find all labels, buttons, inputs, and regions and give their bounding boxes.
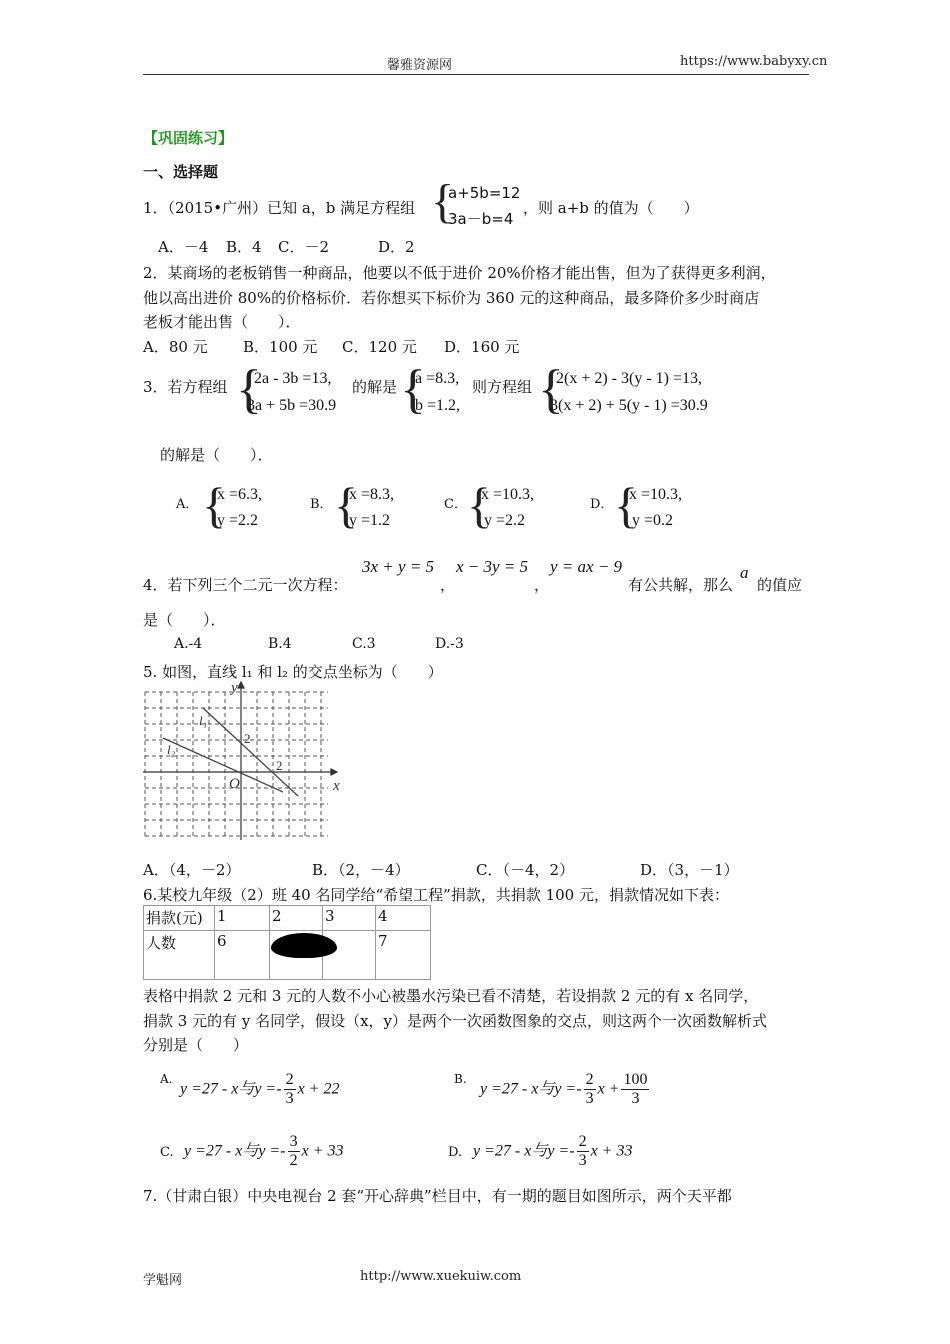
part-title: 一、选择题	[143, 163, 219, 181]
origin-label: O	[229, 776, 240, 792]
q7-text: 7.（甘肃白银）中央电视台 2 套“开心辞典”栏目中，有一期的题目如图所示，两个天平都	[143, 1187, 732, 1205]
l1-label: l₁	[199, 713, 208, 728]
q2-option-d: D．160 元	[444, 338, 520, 356]
q3-sys1-eq2: 3a + 5b =30.9	[247, 397, 337, 414]
q6-option-a-label: A.	[160, 1072, 173, 1086]
q3-option-a-label: A．	[176, 497, 199, 512]
table-cell: 2	[270, 906, 323, 931]
q3-sol1-a: a =8.3,	[415, 370, 460, 387]
fraction	[284, 1071, 296, 1109]
q6-option-c-tail: x + 33	[301, 1142, 344, 1160]
q3-option-d-l2: y =0.2	[632, 512, 674, 529]
q3-sys2-eq2: 3(x + 2) + 5(y - 1) =30.9	[550, 397, 708, 414]
q3-option-a-brace: {	[202, 477, 226, 533]
q1-option-c: C．－2	[278, 238, 330, 256]
q2-option-c: C．120 元	[342, 338, 417, 356]
q6-option-d	[473, 1133, 632, 1171]
q6-line-2: 捐款 3 元的有 y 名同学，假设（x，y）是两个一次函数图象的交点，则这两个一次函数解析式	[143, 1012, 768, 1030]
q5-option-c: C．（－4，2）	[476, 861, 575, 879]
l2-label: l₂	[167, 742, 176, 757]
q4-eq2: x − 3y = 5	[456, 557, 529, 576]
q2-line-3: 老板才能出售（ ）．	[143, 313, 301, 331]
numerator: 2	[577, 1133, 589, 1152]
numerator: 2	[584, 1071, 596, 1090]
q6-option-b-expr: y =27 - x与y =-	[480, 1080, 582, 1098]
q3-prefix: 3．若方程组	[143, 378, 228, 396]
header-url[interactable]: https://www.babyxy.cn	[680, 54, 828, 69]
q6-option-c	[184, 1133, 343, 1171]
q3-option-a-l1: x =6.3,	[217, 486, 263, 503]
q1-text-after: ，则 a+b 的值为（ ）	[523, 199, 699, 217]
table-cell: 3	[323, 906, 376, 931]
q6-option-b-label: B.	[454, 1072, 467, 1086]
q3-option-b-label: B．	[310, 497, 333, 512]
q4-prefix: 4．若下列三个二元一次方程：	[143, 576, 348, 594]
q6-option-a-expr: y =27 - x与y =-	[180, 1080, 282, 1098]
denominator: 3	[585, 1090, 594, 1108]
table-cell: 捐款(元)	[144, 906, 215, 931]
q5-option-a: A．（4，－2）	[143, 861, 241, 879]
q3-sys2-brace: {	[538, 359, 564, 419]
table-cell	[323, 931, 376, 980]
ink-stain	[271, 933, 337, 958]
denominator: 2	[289, 1152, 298, 1170]
q3-option-c-label: C．	[444, 497, 467, 512]
q1-option-b: B．4	[226, 238, 262, 256]
q6-line-1: 表格中捐款 2 元和 3 元的人数不小心被墨水污染已看不清楚，若设捐款 2 元的有 x 名同学，	[143, 987, 759, 1005]
q4-suffix-1: 有公共解，那么	[628, 576, 734, 594]
header-divider	[143, 74, 809, 75]
q3-option-b-l1: x =8.3,	[349, 486, 395, 503]
q3-option-d-brace: {	[614, 477, 638, 533]
q4-eq3: y = ax − 9	[550, 557, 623, 576]
x-tick-2: 2	[276, 758, 283, 773]
q4-option-d: D.-3	[435, 636, 464, 652]
y-axis-label: y	[231, 680, 238, 696]
fraction	[288, 1133, 300, 1171]
q3-sol1-b: b =1.2,	[415, 397, 461, 414]
q2-line-2: 他以高出进价 80%的价格标价．若你想买下标价为 360 元的这种商品，最多降价多少时商店	[143, 289, 760, 307]
q1-option-a: A．－4	[158, 238, 209, 256]
fraction	[577, 1133, 589, 1171]
q2-option-a: A．80 元	[143, 338, 208, 356]
q3-option-d-label: D．	[590, 497, 614, 512]
q4-eq1: 3x + y = 5	[362, 557, 435, 576]
q3-sys1-eq1: 2a - 3b =13,	[254, 370, 332, 387]
footer-url[interactable]: http://www.xuekuiw.com	[360, 1269, 522, 1284]
line-l1	[203, 708, 298, 796]
q6-text: 6.某校九年级（2）班 40 名同学给“希望工程”捐款，共捐款 100 元，捐款情况如下表：	[143, 886, 729, 904]
q2-option-b: B．100 元	[243, 338, 318, 356]
y-tick-2: 2	[244, 731, 251, 746]
q6-option-a-tail: x + 22	[297, 1080, 340, 1098]
q4-var-a: a	[740, 563, 749, 582]
numerator: 3	[288, 1133, 300, 1152]
q3-sys2-eq1: 2(x + 2) - 3(y - 1) =13,	[556, 370, 703, 387]
q3-mid: 的解是	[352, 378, 398, 396]
q6-option-d-expr: y =27 - x与y =-	[473, 1142, 575, 1160]
q4-option-a: A.-4	[174, 636, 203, 652]
q3-sol1-brace: {	[400, 359, 426, 419]
q3-mid2: 则方程组	[472, 378, 533, 396]
q3-tail: 的解是（ ）．	[160, 446, 273, 464]
q3-option-c-l2: y =2.2	[484, 512, 526, 529]
q6-option-b	[480, 1071, 651, 1109]
numerator: 2	[284, 1071, 296, 1090]
q6-option-c-expr: y =27 - x与y =-	[184, 1142, 286, 1160]
table-cell: 人数	[144, 931, 215, 980]
q2-line-1: 2．某商场的老板销售一种商品，他要以不低于进价 20%价格才能出售，但为了获得更多利润，	[143, 264, 776, 282]
q1-eq2: 3a－b=4	[448, 210, 514, 228]
section-title: 【巩固练习】	[143, 129, 234, 147]
footer-site: 学魁网	[143, 1273, 183, 1288]
q3-sys1-brace: {	[236, 359, 262, 419]
q6-option-c-label: C.	[160, 1145, 174, 1160]
q4-suffix-2: 的值应	[757, 576, 803, 594]
q3-option-b-brace: {	[334, 477, 358, 533]
fraction	[621, 1071, 649, 1109]
table-cell: 7	[376, 931, 431, 980]
q4-comma-1: ，	[440, 576, 456, 594]
q4-option-c: C.3	[352, 636, 376, 652]
x-axis-label: x	[333, 778, 340, 794]
table-cell: 6	[215, 931, 270, 980]
table-cell: 4	[376, 906, 431, 931]
q6-option-d-label: D.	[448, 1145, 463, 1160]
q3-option-d-l1: x =10.3,	[629, 486, 683, 503]
denominator: 3	[578, 1152, 587, 1170]
q4-comma-2: ，	[534, 576, 550, 594]
q4-line-2: 是（ ）．	[143, 611, 226, 629]
q4-option-b: B.4	[268, 636, 292, 652]
q3-option-c-brace: {	[467, 477, 491, 533]
numerator: 100	[621, 1071, 649, 1090]
q5-option-d: D．（3，－1）	[640, 861, 739, 879]
q6-option-a	[180, 1071, 339, 1109]
q1-eq1: a+5b=12	[448, 184, 521, 202]
header-site: 馨雅资源网	[387, 58, 453, 73]
q3-option-a-l2: y =2.2	[217, 512, 259, 529]
q3-option-b-l2: y =1.2	[349, 512, 391, 529]
q6-option-d-tail: x + 33	[590, 1142, 633, 1160]
q1-option-d: D．2	[378, 238, 415, 256]
fraction	[584, 1071, 596, 1109]
q5-coordinate-graph	[143, 680, 343, 845]
table-cell: 1	[215, 906, 270, 931]
q1-brace: {	[431, 175, 455, 228]
denominator: 3	[631, 1090, 640, 1108]
q5-text: 5. 如图，直线 l₁ 和 l₂ 的交点坐标为（ ）	[143, 663, 443, 681]
denominator: 3	[285, 1090, 294, 1108]
q3-option-c-l1: x =10.3,	[481, 486, 535, 503]
q6-option-b-tail: x +	[597, 1080, 620, 1098]
q1-text-before: 1．（2015•广州）已知 a，b 满足方程组	[143, 199, 416, 217]
table-row	[144, 906, 431, 931]
q5-option-b: B．（2，－4）	[312, 861, 410, 879]
q6-line-3: 分别是（ ）	[143, 1036, 249, 1054]
